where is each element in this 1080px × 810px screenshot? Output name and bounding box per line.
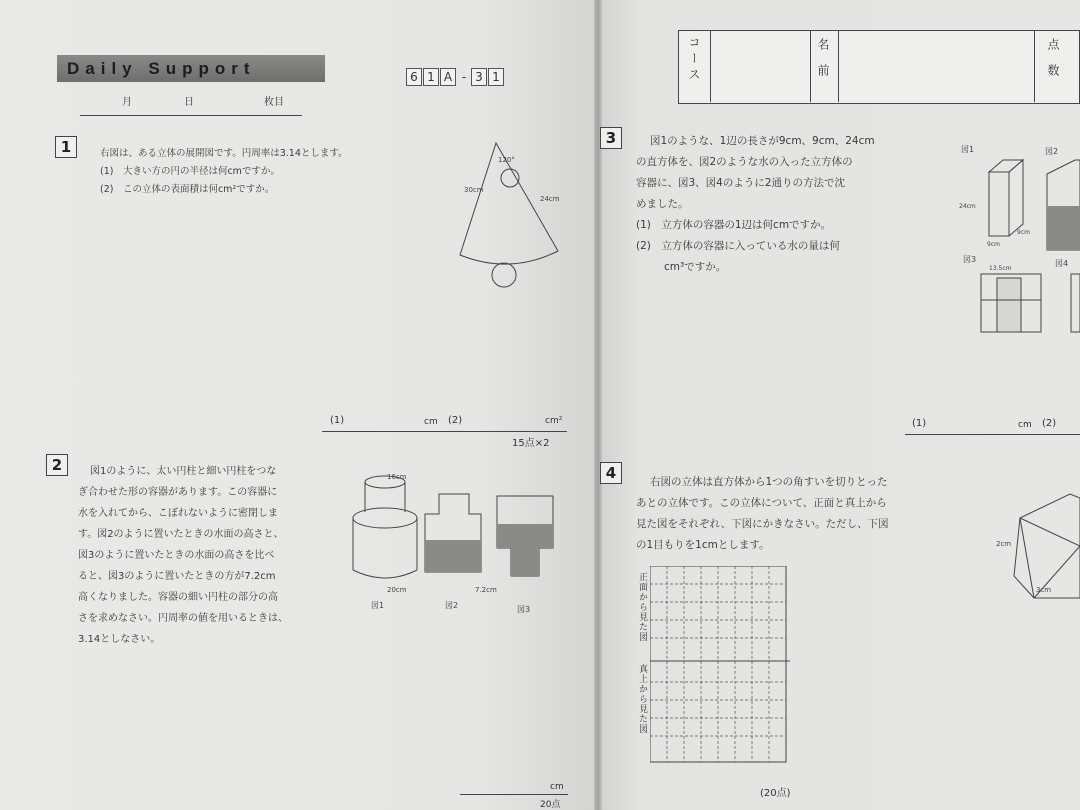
- q3-item-1: (1) 立方体の容器の1辺は何cmですか。: [636, 219, 832, 231]
- q1-answer-1-label: (1): [330, 415, 345, 426]
- q2-answer-unit: cm: [550, 782, 564, 792]
- q2-points: 20点: [540, 800, 561, 810]
- q2-line: 高くなりました。容器の細い円柱の部分の高: [78, 592, 278, 603]
- q3-figures: [955, 140, 1080, 340]
- code-char: A: [440, 68, 456, 86]
- q2-line: 図3のように置いたときの水面の高さを比べ: [78, 550, 275, 561]
- q1-answer-2-label: (2): [448, 415, 463, 426]
- q3-answer-1-unit: cm: [1018, 420, 1032, 430]
- brand-banner: Daily Support: [57, 55, 325, 82]
- course-label: コース: [687, 36, 701, 84]
- q4-line: 見た図をそれぞれ、下図にかきなさい。ただし、下図: [636, 518, 889, 530]
- month-label: 月: [122, 97, 132, 108]
- grid-label-front: 正面から見た図: [637, 572, 647, 642]
- code-dash: -: [461, 70, 467, 84]
- svg-text:図4: 図4: [1055, 259, 1069, 268]
- q4-line: の1目もりを1cmとします。: [636, 539, 770, 551]
- q2-line: 図1のように、太い円柱と細い円柱をつな: [90, 466, 277, 477]
- svg-text:24cm: 24cm: [959, 203, 976, 210]
- q2-line: ぎ合わせた形の容器があります。この容器に: [78, 487, 278, 498]
- q3-answer-2-label: (2): [1042, 418, 1057, 429]
- q1-text: [100, 145, 348, 199]
- q4-points: (20点): [760, 788, 791, 799]
- q2-line: 3.14としなさい。: [78, 634, 161, 645]
- svg-text:7.2cm: 7.2cm: [475, 586, 497, 594]
- q3-answer-1-field[interactable]: [936, 414, 1006, 432]
- q3-line: 図1のような、1辺の長さが9cm、9cm、24cm: [650, 135, 875, 147]
- svg-text:図3: 図3: [963, 255, 977, 264]
- svg-text:9cm: 9cm: [1017, 229, 1030, 236]
- q1-answer-1-field[interactable]: [350, 410, 420, 428]
- q1-item-1: (1) 大きい方の円の半径は何cmですか。: [100, 166, 280, 177]
- svg-text:13.5cm: 13.5cm: [989, 265, 1012, 272]
- svg-text:図2: 図2: [1045, 147, 1059, 156]
- q2-line: ると、図3のように置いたときの方が7.2cm: [78, 571, 276, 582]
- q4-text: [636, 472, 889, 556]
- q2-line: さを求めなさい。円周率の値を用いるときは、: [78, 613, 288, 624]
- q3-item-2-cont: cm³ですか。: [664, 261, 727, 273]
- code-char: 3: [471, 68, 487, 86]
- grid-label-top: 真上から見た図: [637, 664, 647, 734]
- svg-text:図3: 図3: [517, 605, 531, 614]
- svg-text:20cm: 20cm: [387, 586, 407, 594]
- q2-figures: [345, 468, 565, 618]
- name-field[interactable]: [840, 34, 1030, 98]
- q1-points: 15点×2: [512, 438, 550, 449]
- code-char: 1: [423, 68, 439, 86]
- q1-fig-label: 24cm: [540, 195, 560, 203]
- q2-line: す。図2のように置いたときの水面の高さと、: [78, 529, 284, 540]
- q1-answer-2-unit: cm²: [545, 416, 563, 426]
- worksheet-code: [406, 66, 505, 86]
- svg-text:3cm: 3cm: [1036, 586, 1052, 594]
- svg-text:16cm: 16cm: [387, 473, 407, 481]
- q1-figure-net: [440, 135, 580, 295]
- q3-line: の直方体を、図2のような水の入った立方体の: [636, 156, 853, 168]
- question-number-3: 3: [600, 127, 622, 149]
- name-label: 名前: [816, 38, 830, 90]
- q3-line: めました。: [636, 198, 689, 210]
- date-underline: [80, 115, 302, 116]
- q1-fig-label: 120°: [498, 156, 515, 164]
- q4-answer-grid[interactable]: [650, 566, 790, 766]
- q2-line: 水を入れてから、こぼれないように密閉しま: [78, 508, 278, 519]
- q3-answer-1-label: (1): [912, 418, 927, 429]
- sheet-label: 枚目: [264, 97, 284, 108]
- question-number-2: 2: [46, 454, 68, 476]
- day-label: 日: [184, 97, 194, 108]
- code-char: 6: [406, 68, 422, 86]
- q1-intro: 右図は、ある立体の展開図です。円周率は3.14とします。: [100, 148, 348, 159]
- q2-text: [78, 461, 288, 650]
- course-field[interactable]: [712, 34, 808, 98]
- q4-figure-solid: [990, 486, 1080, 606]
- question-number-1: 1: [55, 136, 77, 158]
- q1-item-2: (2) この立体の表面積は何cm²ですか。: [100, 184, 275, 195]
- svg-text:図2: 図2: [445, 601, 459, 610]
- q3-line: 容器に、図3、図4のように2通りの方法で沈: [636, 177, 846, 189]
- q3-answer-line: [905, 434, 1080, 435]
- q4-line: あとの立体です。この立体について、正面と真上から: [636, 497, 887, 509]
- q1-answer-1-unit: cm: [424, 417, 438, 427]
- score-label: 点数: [1046, 38, 1060, 90]
- book-gutter: [594, 0, 602, 810]
- q3-text: [636, 131, 875, 278]
- q1-fig-label: 30cm: [464, 186, 484, 194]
- q3-item-2: (2) 立方体の容器に入っている水の量は何: [636, 240, 840, 252]
- q4-line: 右図の立体は直方体から1つの角すいを切りとった: [650, 476, 888, 488]
- svg-text:図1: 図1: [961, 145, 975, 154]
- svg-text:2cm: 2cm: [996, 540, 1012, 548]
- question-number-4: 4: [600, 462, 622, 484]
- q1-answer-line: [322, 431, 567, 432]
- q2-answer-field[interactable]: [460, 780, 560, 794]
- code-char: 1: [488, 68, 504, 86]
- q1-answer-2-field[interactable]: [472, 410, 542, 428]
- q2-answer-line: [460, 794, 568, 795]
- svg-text:9cm: 9cm: [987, 241, 1000, 248]
- svg-text:図1: 図1: [371, 601, 385, 610]
